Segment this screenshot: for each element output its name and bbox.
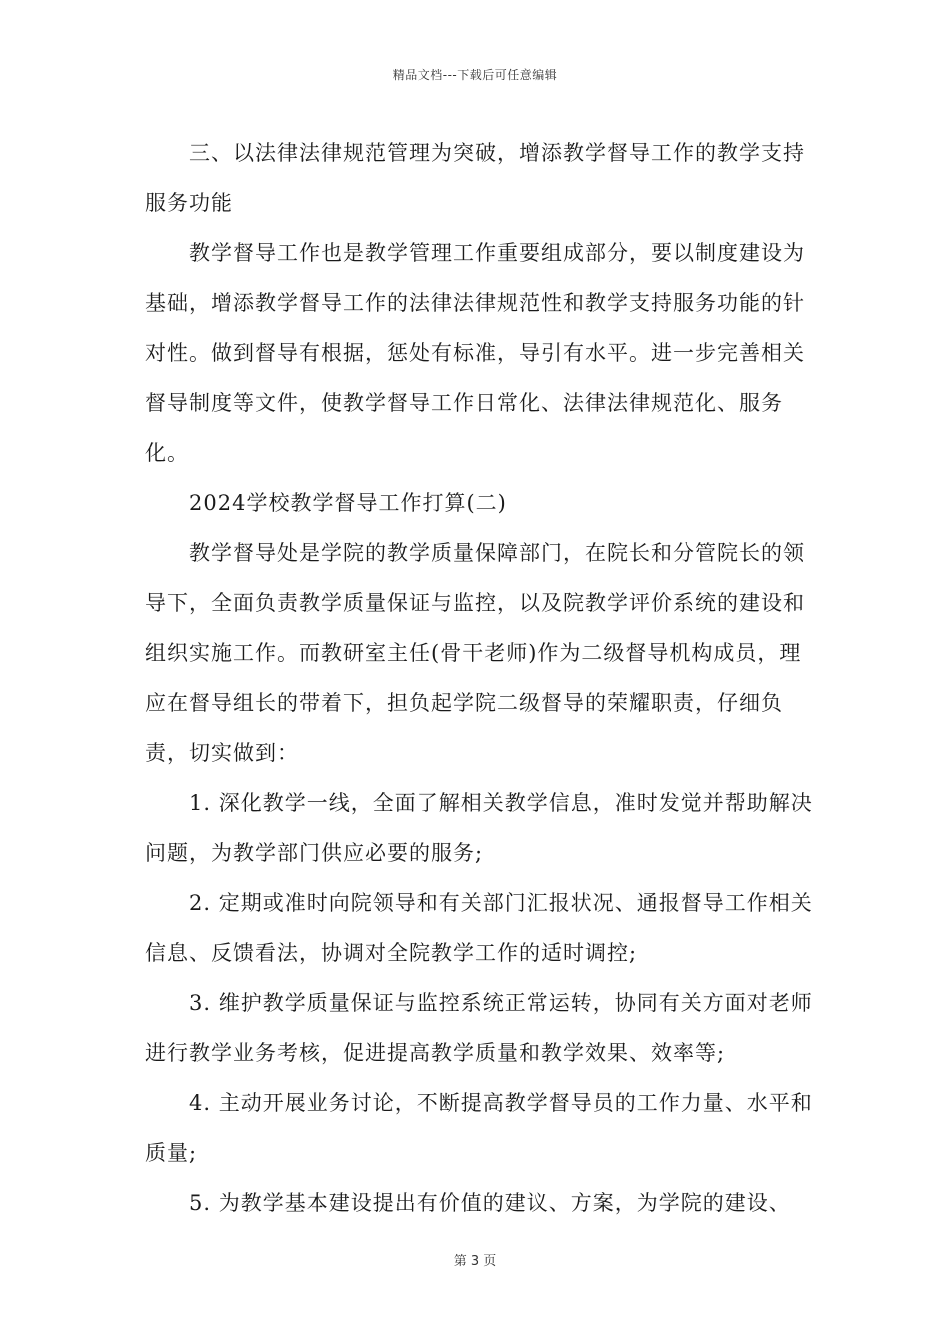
document-body — [145, 128, 815, 1228]
body-paragraph: 教学督导工作也是教学管理工作重要组成部分，要以制度建设为基础，增添教学督导工作的法律法律规范性和教学支持服务功能的针对性。做到督导有根据，惩处有标准，导引有水平。进一步完善相关督导制度等文件，使教学督导工作日常化、法律法律规范化、服务化。 — [145, 241, 805, 465]
list-item-4: 4. 主动开展业务讨论，不断提高教学督导员的工作力量、水平和质量; — [145, 1091, 813, 1165]
list-item-2: 2. 定期或准时向院领导和有关部门汇报状况、通报督导工作相关信息、反馈看法，协调对全院教学工作的适时调控; — [145, 891, 813, 965]
list-item-3: 3. 维护教学质量保证与监控系统正常运转，协同有关方面对老师进行教学业务考核，促进提高教学质量和教学效果、效率等; — [145, 991, 813, 1065]
page-number: 第 3 页 — [453, 1254, 497, 1269]
section-heading-3: 三、以法律法律规范管理为突破，增添教学督导工作的教学支持服务功能 — [145, 141, 805, 215]
body-paragraph: 教学督导处是学院的教学质量保障部门，在院长和分管院长的领导下，全面负责教学质量保证与监控，以及院教学评价系统的建设和组织实施工作。而教研室主任(骨干老师)作为二级督导机构成员，理应在督导组长的带着下，担负起学院二级督导的荣耀职责，仔细负责，切实做到： — [145, 541, 805, 765]
plan-subtitle: 2024学校教学督导工作打算(二) — [189, 491, 507, 515]
page-header: 精品文档---下载后可任意编辑 — [392, 68, 558, 82]
list-item-5: 5. 为教学基本建设提出有价值的建议、方案，为学院的建设、 — [189, 1191, 791, 1215]
list-item-1: 1. 深化教学一线，全面了解相关教学信息，准时发觉并帮助解决问题，为教学部门供应必要的服务; — [145, 791, 813, 865]
